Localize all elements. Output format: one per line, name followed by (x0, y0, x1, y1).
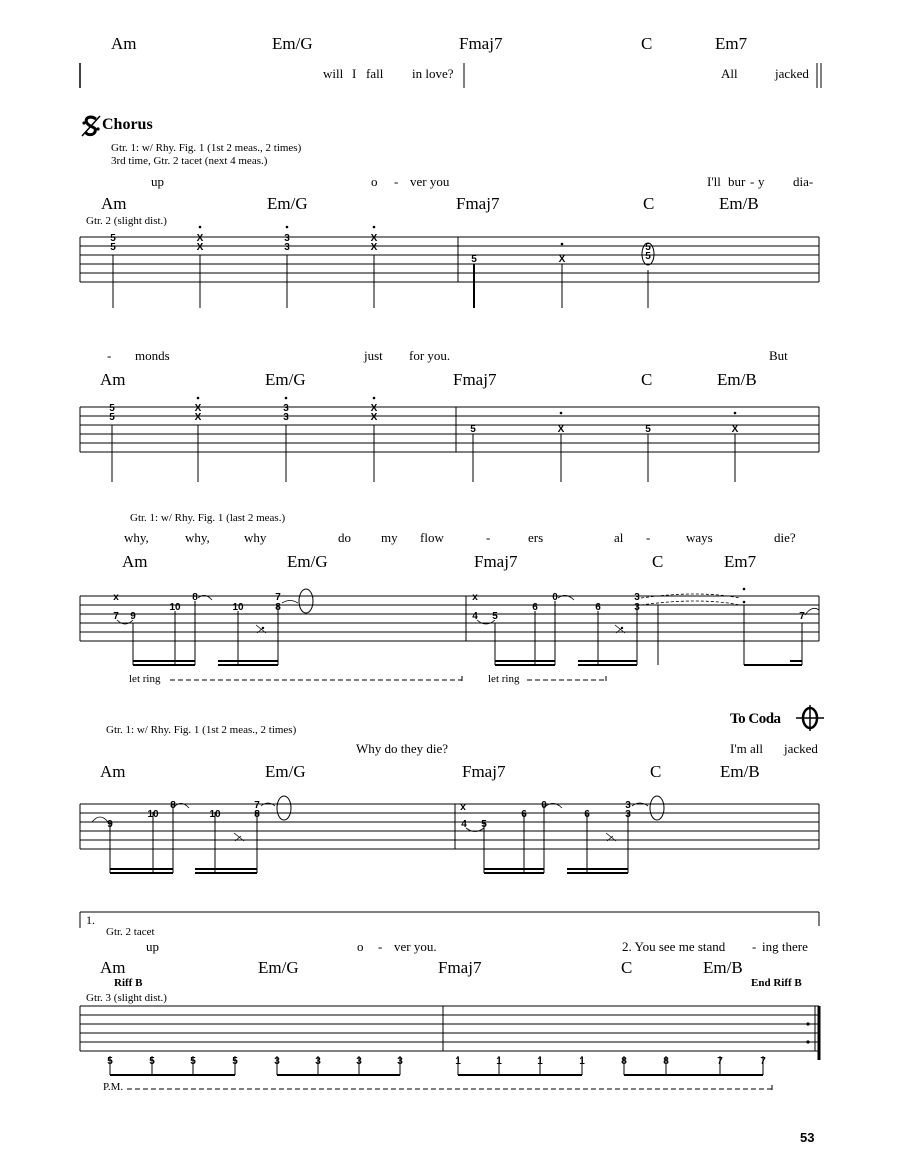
svg-text:5: 5 (232, 1056, 238, 1067)
lyric: will (323, 66, 344, 81)
svg-text:5: 5 (470, 424, 476, 435)
chord: Em/G (265, 762, 306, 781)
lyric: o (371, 174, 378, 189)
svg-text:4: 4 (461, 819, 467, 830)
lyric: - (394, 174, 399, 189)
svg-text:3: 3 (284, 242, 290, 253)
svg-text:5: 5 (471, 254, 477, 265)
performance-note: Gtr. 1: w/ Rhy. Fig. 1 (1st 2 meas., 2 times) (111, 142, 302, 154)
lyric: al (614, 530, 624, 545)
svg-text:X: X (558, 254, 566, 265)
lyric: do (338, 530, 351, 545)
svg-text:9: 9 (107, 819, 113, 830)
svg-text:9: 9 (130, 611, 136, 622)
riff-start-label: Riff B (114, 977, 143, 989)
lyric: - (752, 939, 757, 954)
svg-text:1: 1 (455, 1056, 461, 1067)
let-ring-label: let ring (488, 673, 520, 685)
svg-text:4: 4 (472, 611, 478, 622)
svg-text:X: X (731, 424, 739, 435)
chord: Em/G (258, 958, 299, 977)
svg-text:1: 1 (579, 1056, 585, 1067)
performance-note: Gtr. 2 tacet (106, 926, 155, 938)
chord: Em/B (720, 762, 760, 781)
svg-text:8: 8 (170, 800, 176, 811)
chord: Am (100, 958, 126, 977)
chord: Em/G (272, 34, 313, 53)
guitar-label: Gtr. 2 (slight dist.) (86, 215, 167, 227)
chord: Am (100, 762, 126, 781)
chord: Em/G (287, 552, 328, 571)
lyric: But (769, 348, 788, 363)
lyric: my (381, 530, 398, 545)
svg-text:x: x (113, 592, 119, 603)
chord: Fmaj7 (456, 194, 500, 213)
svg-text:8: 8 (621, 1056, 627, 1067)
svg-text:X: X (370, 233, 378, 244)
svg-text:X: X (196, 242, 204, 253)
svg-text:7: 7 (254, 800, 260, 811)
chord: C (641, 34, 653, 53)
chord: Em/G (265, 370, 306, 389)
lyric: bur (728, 174, 746, 189)
svg-text:10: 10 (232, 602, 244, 613)
chord: C (643, 194, 655, 213)
lyric: - (750, 174, 755, 189)
lyric: y (758, 174, 765, 189)
chord: Em/G (267, 194, 308, 213)
lyric: fall (366, 66, 384, 81)
svg-text:3: 3 (283, 403, 289, 414)
lyric: up (146, 939, 159, 954)
svg-text:6: 6 (584, 809, 590, 820)
lyric: up (151, 174, 164, 189)
lyric: - (486, 530, 491, 545)
riff-end-label: End Riff B (751, 977, 802, 989)
svg-text:X: X (194, 412, 202, 423)
section-title: Chorus (102, 116, 153, 133)
svg-text:3: 3 (625, 800, 631, 811)
lyric: I (352, 66, 357, 81)
lyric: why, (185, 530, 210, 545)
svg-text:8: 8 (663, 1056, 669, 1067)
lyric: jacked (775, 66, 809, 81)
chord: Am (111, 34, 137, 53)
svg-text:0: 0 (552, 592, 558, 603)
chord: Fmaj7 (462, 762, 506, 781)
svg-text:7: 7 (275, 592, 281, 603)
svg-text:7: 7 (799, 611, 805, 622)
svg-text:x: x (460, 802, 466, 813)
svg-text:3: 3 (284, 233, 290, 244)
lyric: o (357, 939, 364, 954)
palm-mute-label: P.M. (103, 1081, 124, 1093)
lyric: in love? (412, 66, 454, 81)
lyric: flow (420, 530, 444, 545)
to-coda-label: To Coda (730, 711, 781, 727)
chord: Am (101, 194, 127, 213)
performance-note: Gtr. 1: w/ Rhy. Fig. 1 (last 2 meas.) (130, 512, 286, 524)
svg-text:3: 3 (634, 602, 640, 613)
lyric: ver you. (394, 939, 437, 954)
svg-text:3: 3 (283, 412, 289, 423)
chord: Em7 (724, 552, 757, 571)
svg-text:5: 5 (109, 403, 115, 414)
lyric: All (721, 66, 738, 81)
lyric: ing there (762, 939, 808, 954)
svg-text:5: 5 (645, 424, 651, 435)
svg-text:5: 5 (110, 242, 116, 253)
svg-text:X: X (196, 233, 204, 244)
lyric: I'll (707, 174, 721, 189)
lyric: - (378, 939, 383, 954)
chord: Em/B (717, 370, 757, 389)
svg-text:10: 10 (209, 809, 221, 820)
svg-text:5: 5 (109, 412, 115, 423)
performance-note: Gtr. 1: w/ Rhy. Fig. 1 (1st 2 meas., 2 times) (106, 724, 297, 736)
svg-text:10: 10 (169, 602, 181, 613)
chord: C (621, 958, 633, 977)
chord: C (650, 762, 662, 781)
svg-text:7: 7 (113, 611, 119, 622)
svg-text:5: 5 (149, 1056, 155, 1067)
let-ring-label: let ring (129, 673, 161, 685)
lyric: why, (124, 530, 149, 545)
svg-text:3: 3 (356, 1056, 362, 1067)
svg-text:8: 8 (275, 602, 281, 613)
lyric: ers (528, 530, 544, 545)
lyric: 2. You see me stand (622, 939, 726, 954)
svg-text:X: X (557, 424, 565, 435)
lyric: monds (135, 348, 170, 363)
svg-text:5: 5 (481, 819, 487, 830)
guitar-label: Gtr. 3 (slight dist.) (86, 992, 167, 1004)
lyric: why (244, 530, 267, 545)
page-number: 53 (800, 1130, 815, 1145)
svg-text:5: 5 (645, 251, 651, 262)
chord: Am (100, 370, 126, 389)
svg-text:1: 1 (496, 1056, 502, 1067)
chord: C (652, 552, 664, 571)
chord: Fmaj7 (453, 370, 497, 389)
svg-text:3: 3 (634, 592, 640, 603)
svg-text:7: 7 (760, 1056, 766, 1067)
svg-text:X: X (370, 412, 378, 423)
svg-text:X: X (194, 403, 202, 414)
chord: Em/B (703, 958, 743, 977)
lyric: jacked (784, 741, 818, 756)
lyric: I'm all (730, 741, 764, 756)
lyric: ways (686, 530, 713, 545)
lyric: just (364, 348, 383, 363)
lyric: ver you (410, 174, 450, 189)
chord: Am (122, 552, 148, 571)
svg-text:X: X (370, 242, 378, 253)
svg-text:5: 5 (190, 1056, 196, 1067)
chord: Fmaj7 (438, 958, 482, 977)
svg-text:0: 0 (541, 800, 547, 811)
performance-note: 3rd time, Gtr. 2 tacet (next 4 meas.) (111, 155, 268, 167)
svg-text:3: 3 (274, 1056, 280, 1067)
lyric: Why do they die? (356, 741, 449, 756)
lyric: dia- (793, 174, 814, 189)
svg-text:6: 6 (521, 809, 527, 820)
svg-text:7: 7 (717, 1056, 723, 1067)
svg-text:3: 3 (397, 1056, 403, 1067)
svg-text:5: 5 (645, 242, 651, 253)
lyric: for you. (409, 348, 451, 363)
chord: Fmaj7 (459, 34, 503, 53)
ending-number: 1. (86, 913, 95, 927)
lyric: - (107, 348, 112, 363)
svg-text:1: 1 (537, 1056, 543, 1067)
chord: Fmaj7 (474, 552, 518, 571)
svg-text:5: 5 (107, 1056, 113, 1067)
svg-text:5: 5 (110, 233, 116, 244)
svg-text:3: 3 (315, 1056, 321, 1067)
svg-text:3: 3 (625, 809, 631, 820)
svg-text:6: 6 (532, 602, 538, 613)
svg-text:X: X (370, 403, 378, 414)
svg-text:6: 6 (595, 602, 601, 613)
svg-text:5: 5 (492, 611, 498, 622)
svg-text:10: 10 (147, 809, 159, 820)
chord: Em/B (719, 194, 759, 213)
lyric: die? (774, 530, 796, 545)
chord: Em7 (715, 34, 748, 53)
svg-text:8: 8 (192, 592, 198, 603)
chord: C (641, 370, 653, 389)
lyric: - (646, 530, 651, 545)
svg-text:x: x (472, 592, 478, 603)
svg-text:8: 8 (254, 809, 260, 820)
